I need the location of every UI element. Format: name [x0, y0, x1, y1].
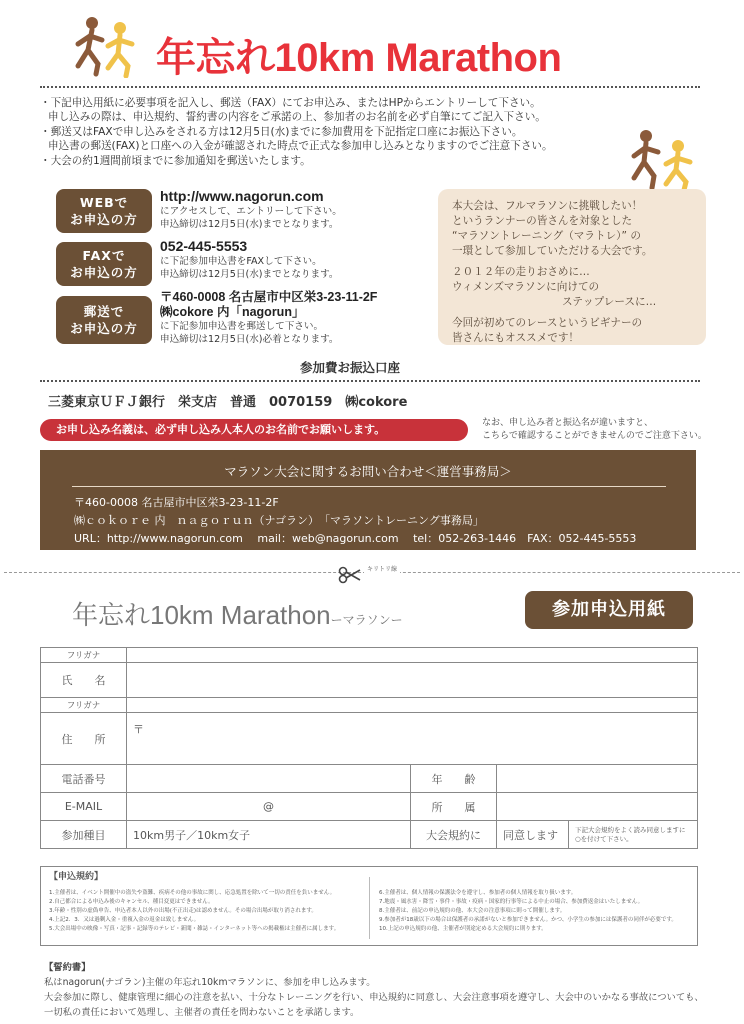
divider [369, 877, 370, 939]
promo-text: “マラソントレーニング（マラトレ）” の [452, 230, 641, 242]
method-label: お申込の方 [70, 321, 138, 336]
address-furigana-field[interactable] [127, 698, 698, 713]
note-line: ・下記申込用紙に必要事項を記入し、郵送（FAX）にてお申込み、またはHPからエントリーして下さい。 [40, 97, 541, 109]
divider [40, 86, 700, 88]
method-label: WEBで [79, 195, 129, 210]
affiliation-field[interactable] [497, 793, 698, 821]
entry-form-table [40, 647, 698, 849]
phone-label: 電話番号 [41, 765, 127, 793]
name-label: 氏 名 [41, 663, 127, 698]
category-field[interactable]: 10km男子／10km女子 [127, 821, 411, 849]
web-method-info [160, 188, 342, 231]
promo-text: というランナーの皆さんを対象とした [452, 215, 633, 227]
method-label: FAXで [82, 248, 126, 263]
age-field[interactable] [497, 765, 698, 793]
fax-number: 052-445-5553 [160, 238, 248, 254]
web-url-link[interactable]: http://www.nagorun.com [160, 188, 324, 204]
oath-section [44, 960, 704, 1020]
form-title [72, 595, 403, 632]
bank-account: 三菱東京ＵＦＪ銀行 栄支店 普通 0070159 ㈱cokore [48, 395, 408, 410]
method-label: お申込の方 [70, 212, 138, 227]
rule-item: 4.上記2．3．又は過剰入金・重複入金の返金は致しません。 [49, 917, 200, 923]
agree-note [569, 821, 698, 849]
method-label: お申込の方 [70, 265, 138, 280]
phone-field[interactable] [127, 765, 411, 793]
fax-method-badge [56, 242, 152, 286]
web-method-badge [56, 189, 152, 233]
at-mark: @ [263, 800, 274, 813]
divider [40, 380, 700, 382]
rule-item: 7.地震・風水害・降雪・事件・事故・疫病・国家的行事等による中止の場合、参加費返金はいたしません。 [379, 899, 644, 905]
agree-note-text: ○を付けて下さい。 [575, 834, 633, 843]
oath-line: 一切私の責任において処理し、主催者の責任を問わないことを承諾します。 [44, 1007, 360, 1018]
address-field[interactable] [127, 713, 698, 765]
address-label: 住 所 [41, 713, 127, 765]
rule-item: 8.主催者は、前記の申込規約の他、本大会の注意事項に則って開催します。 [379, 908, 566, 914]
page-title: 年忘れ10km Marathon [156, 36, 562, 80]
agree-note-text: 下記大会規約をよく読み同意しますに [575, 825, 686, 834]
furigana-label: フリガナ [41, 698, 127, 713]
notice-text: なお、申し込み者と振込名が違いますと、 [482, 418, 654, 428]
promo-text: 皆さんにもオススメです！ [452, 332, 580, 344]
notice-text: こちらで確認することができませんのでご注意下さい。 [482, 431, 707, 441]
note-line: ・郵送又はFAXで申し込みをされる方は12月5日(水)までに参加費用を下記指定口座にお振込下さい。 [40, 125, 523, 138]
name-field[interactable] [127, 663, 698, 698]
note-line: ・大会の約1週間前頃までに参加通知を郵送いたします。 [40, 154, 311, 167]
rule-item: 3.年齢・性別の虚偽申告、申込者本人以外の出場(不正出走)は認めません。その場合出場が取り消されます。 [49, 908, 317, 914]
promo-box [438, 189, 706, 345]
method-label: 郵送で [83, 304, 125, 319]
notice-side [482, 417, 707, 443]
category-label: 参加種目 [41, 821, 127, 849]
bank-heading: 参加費お振込口座 [300, 360, 401, 375]
rules-title: 【申込規約】 [49, 872, 104, 882]
application-notes [40, 96, 720, 168]
contact-title: マラソン大会に関するお問い合わせ＜運営事務局＞ [224, 464, 512, 479]
contact-company: ㈱ｃｏｋｏｒｅ 内 ｎａｇｏｒｕｎ（ナゴラン） 「マラソントレーニング事務局」 [74, 514, 484, 527]
method-text: に下記参加申込書をFAXして下さい。 [160, 256, 322, 267]
promo-text: ウィメンズマラソンに向けての [452, 281, 600, 293]
promo-text: ２０１２年の走りおさめに… [452, 266, 590, 278]
rules-left [49, 889, 369, 934]
divider [72, 486, 666, 487]
name-notice: お申し込み名義は、必ず申し込み人本人のお名前でお願いします。 [40, 419, 468, 441]
rule-item: 6.主催者は、個人情報の保護法令を遵守し、参加者の個人情報を取り扱います。 [379, 890, 577, 896]
age-label: 年 齢 [411, 765, 497, 793]
mail-recipient: ㈱cokore 内「nagorun」 [160, 305, 305, 319]
rule-item: 2.自己都合による申込み後のキャンセル、種目変更はできません。 [49, 899, 214, 905]
rule-item: 5.大会出場中の映像・写真・記事・記録等のテレビ・新聞・雑誌・インターネット等への掲載権は主催者に属します。 [49, 926, 340, 932]
rule-item: 9.参加者が18歳以下の場合は保護者の承諾がないと参加できません。かつ、小学生の参加には保護者の同伴が必要です。 [379, 917, 677, 923]
cut-line-label: キリトリ線 [364, 564, 400, 573]
promo-text: 本大会は、フルマラソンに挑戦したい！ [452, 200, 643, 212]
rules-right [379, 889, 699, 934]
contact-address: 〒460-0008 名古屋市中区栄3-23-11-2F [74, 496, 279, 509]
runners-logo-icon [68, 14, 152, 78]
name-furigana-field[interactable] [127, 648, 698, 663]
mail-method-info [160, 290, 377, 346]
contact-info: URL：http://www.nagorun.com mail：web@nagorun.com tel：052-263-1446 FAX：052-445-5553 [74, 532, 637, 545]
affiliation-label: 所 属 [411, 793, 497, 821]
method-text: にアクセスして、エントリーして下さい。 [160, 206, 342, 217]
form-subtitle: ーマラソンー [330, 613, 403, 627]
rule-item: 10.上記の申込規約の他、主催者が別途定める大会規約に則ります。 [379, 926, 547, 932]
oath-line: 私はnagorun(ナゴラン)主催の年忘れ10kmマラソンに、参加を申し込みます。 [44, 977, 376, 988]
promo-text: ステップレースに… [562, 296, 657, 308]
scissors-icon [338, 566, 362, 584]
note-line: 申込書の郵送(FAX)と口座への入金が確認された時点で正式な参加申し込みとなりますのでご注意下さい。 [48, 140, 553, 153]
agree-field[interactable]: 同意します [497, 821, 569, 849]
method-text: 申込締切は12月5日(水)必着となります。 [160, 334, 339, 345]
form-title-text: 年忘れ10km Marathon [72, 600, 331, 630]
method-text: 申込締切は12月5日(水)までとなります。 [160, 219, 339, 230]
oath-line: 大会参加に際し、健康管理に細心の注意を払い、十分なトレーニングを行い、申込規約に同意し、大会注意事項を遵守し、大会中のいかなる事故についても、 [44, 992, 704, 1003]
oath-title: 【誓約書】 [44, 962, 91, 973]
note-line: 申し込みの際は、申込規約、誓約書の内容をご承諾の上、参加者のお名前を必ず自筆にてご記入下さい。 [48, 111, 546, 124]
agreement-label: 大会規約に [411, 821, 497, 849]
email-field[interactable] [127, 793, 411, 821]
runners-illustration-icon [626, 126, 706, 192]
email-label: E-MAIL [41, 793, 127, 821]
mail-address: 〒460-0008 名古屋市中区栄3-23-11-2F [160, 290, 378, 304]
rules-box [40, 866, 698, 946]
contact-box [40, 450, 696, 550]
method-text: に下記参加申込書を郵送して下さい。 [160, 321, 324, 332]
promo-text: 今回が初めてのレースというビギナーの [452, 317, 643, 329]
fax-method-info [160, 238, 339, 281]
form-badge: 参加申込用紙 [525, 591, 693, 629]
furigana-label: フリガナ [41, 648, 127, 663]
promo-text: 一環として参加していただける大会です。 [452, 245, 653, 257]
method-text: 申込締切は12月5日(水)までとなります。 [160, 269, 339, 280]
mail-method-badge [56, 296, 152, 344]
rule-item: 1.主催者は、イベント開催中の盗失や盗難、疾病その他の事故に関し、応急処置を除いて一切の責任を負いません。 [49, 890, 336, 896]
postal-mark: 〒 [133, 723, 144, 736]
